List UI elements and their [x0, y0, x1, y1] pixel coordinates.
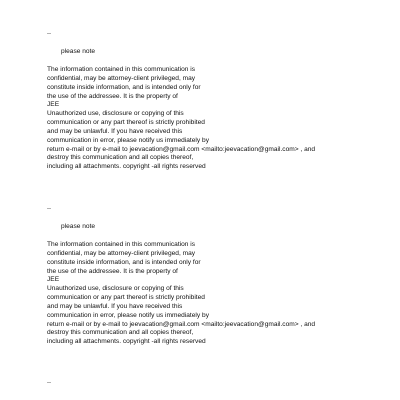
note-heading: please note: [61, 48, 96, 55]
disclaimer-line: Unauthorized use, disclosure or copying of this: [47, 285, 184, 293]
separator-dashes: --: [47, 31, 51, 37]
disclaimer-line: The information contained in this communication is: [47, 66, 196, 73]
disclaimer-line-email: return e-mail or by e-mail to jeevacation@gmail.com <mailto:jeevacation@gmail.com> , and: [47, 320, 316, 328]
disclaimer-paragraph: [47, 241, 392, 347]
disclaimer-line: the use of the addressee. It is the property of: [47, 267, 178, 275]
disclaimer-paragraph: [47, 66, 392, 172]
disclaimer-line: and may be unlawful. If you have received this: [47, 302, 183, 310]
separator-dashes: --: [47, 206, 51, 212]
disclaimer-line: including all attachments. copyright -all rights reserved: [47, 163, 206, 171]
disclaimer-line: The information contained in this communication is: [47, 241, 196, 248]
note-heading: please note: [61, 223, 96, 230]
disclaimer-line: communication in error, please notify us immediately by: [47, 311, 209, 319]
disclaimer-line: confidential, may be attorney-client privileged, may: [47, 249, 196, 257]
disclaimer-line-email: return e-mail or by e-mail to jeevacation@gmail.com <mailto:jeevacation@gmail.com> , and: [47, 145, 316, 153]
disclaimer-line: including all attachments. copyright -all rights reserved: [47, 338, 206, 346]
disclaimer-line: constitute inside information, and is intended only for: [47, 258, 201, 266]
disclaimer-line: communication in error, please notify us immediately by: [47, 136, 209, 144]
disclaimer-line: and may be unlawful. If you have received this: [47, 127, 183, 135]
disclaimer-line: communication or any part thereof is strictly prohibited: [47, 294, 205, 302]
disclaimer-line: communication or any part thereof is strictly prohibited: [47, 119, 205, 127]
disclaimer-line: JEE: [47, 276, 60, 284]
disclaimer-line: the use of the addressee. It is the property of: [47, 92, 178, 100]
disclaimer-line: destroy this communication and all copies thereof,: [47, 329, 194, 337]
disclaimer-line: confidential, may be attorney-client privileged, may: [47, 74, 196, 82]
disclaimer-line: constitute inside information, and is intended only for: [47, 83, 201, 91]
disclaimer-line: Unauthorized use, disclosure or copying of this: [47, 110, 184, 118]
disclaimer-line: JEE: [47, 101, 60, 109]
disclaimer-line: destroy this communication and all copies thereof,: [47, 154, 194, 162]
separator-dashes: --: [47, 380, 51, 386]
